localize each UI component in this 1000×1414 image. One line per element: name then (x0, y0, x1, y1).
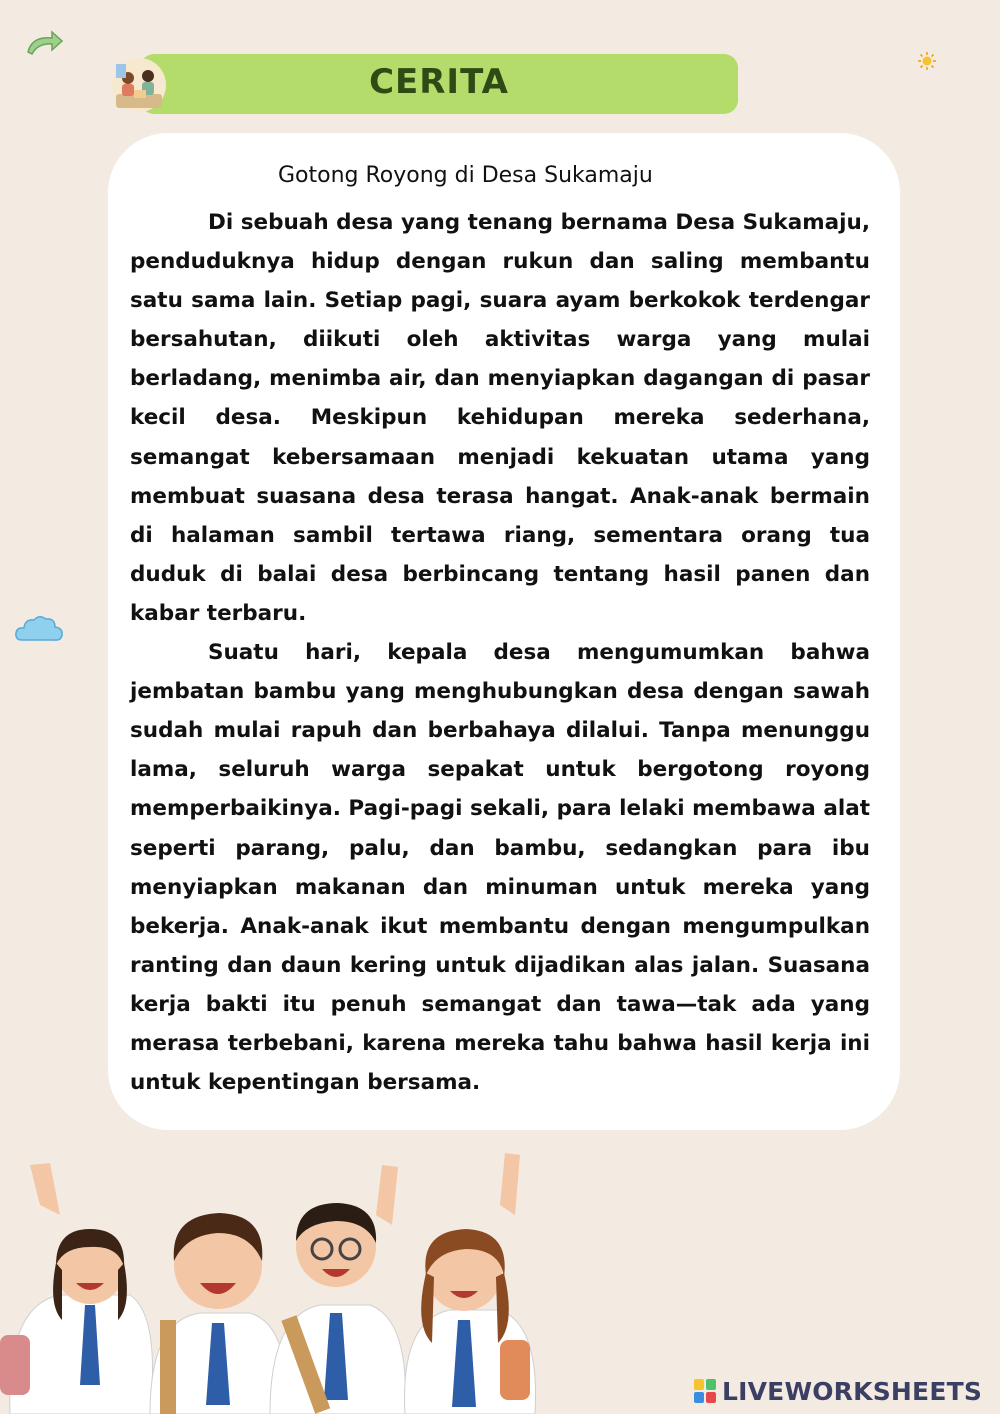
page-title: CERITA (369, 62, 509, 102)
story-card (108, 133, 900, 1130)
cloud-icon (14, 612, 64, 646)
story-paragraph-1: Di sebuah desa yang tenang bernama Desa Sukamaju, penduduknya hidup dengan rukun dan saling membantu satu sama lain. Setiap pagi, suara ayam berkokok terdengar bersahutan, diikuti oleh aktivitas warga yang mulai berladang, menimba air, dan menyiapkan dagangan di pasar kecil desa. Meskipun kehidupan mereka sederhana, semangat kebersamaan menjadi kekuatan utama yang membuat suasana desa terasa hangat. Anak-anak bermain di halaman sambil tertawa riang, sementara orang tua duduk di balai desa berbincang tentang hasil panen dan kabar terbaru. (130, 210, 870, 626)
story-paragraph-2: Suatu hari, kepala desa mengumumkan bahwa jembatan bambu yang menghubungkan desa dengan sawah sudah mulai rapuh dan berbahaya dilalui. Tanpa menunggu lama, seluruh warga sepakat untuk bergotong royong memperbaikinya. Pagi-pagi sekali, para lelaki membawa alat seperti parang, palu, dan bambu, sedangkan para ibu menyiapkan makanan dan minuman untuk mereka yang bekerja. Anak-anak ikut membantu dengan mengumpulkan ranting dan daun kering untuk dijadikan alas jalan. Suasana kerja bakti itu penuh semangat dan tawa—tak ada yang merasa terbebani, karena mereka tahu bahwa hasil kerja ini untuk kepentingan bersama. (130, 640, 870, 1096)
liveworksheets-logo-icon (694, 1379, 716, 1403)
story-body (130, 203, 870, 1102)
children-reading-illustration (108, 56, 170, 114)
brand-footer[interactable] (694, 1374, 982, 1408)
header-banner (140, 54, 738, 114)
sun-icon (917, 51, 937, 71)
back-arrow-icon[interactable] (22, 30, 64, 58)
cheering-students-illustration (0, 1145, 540, 1414)
brand-name: LIVEWORKSHEETS (722, 1376, 983, 1406)
story-title: Gotong Royong di Desa Sukamaju (278, 163, 653, 188)
